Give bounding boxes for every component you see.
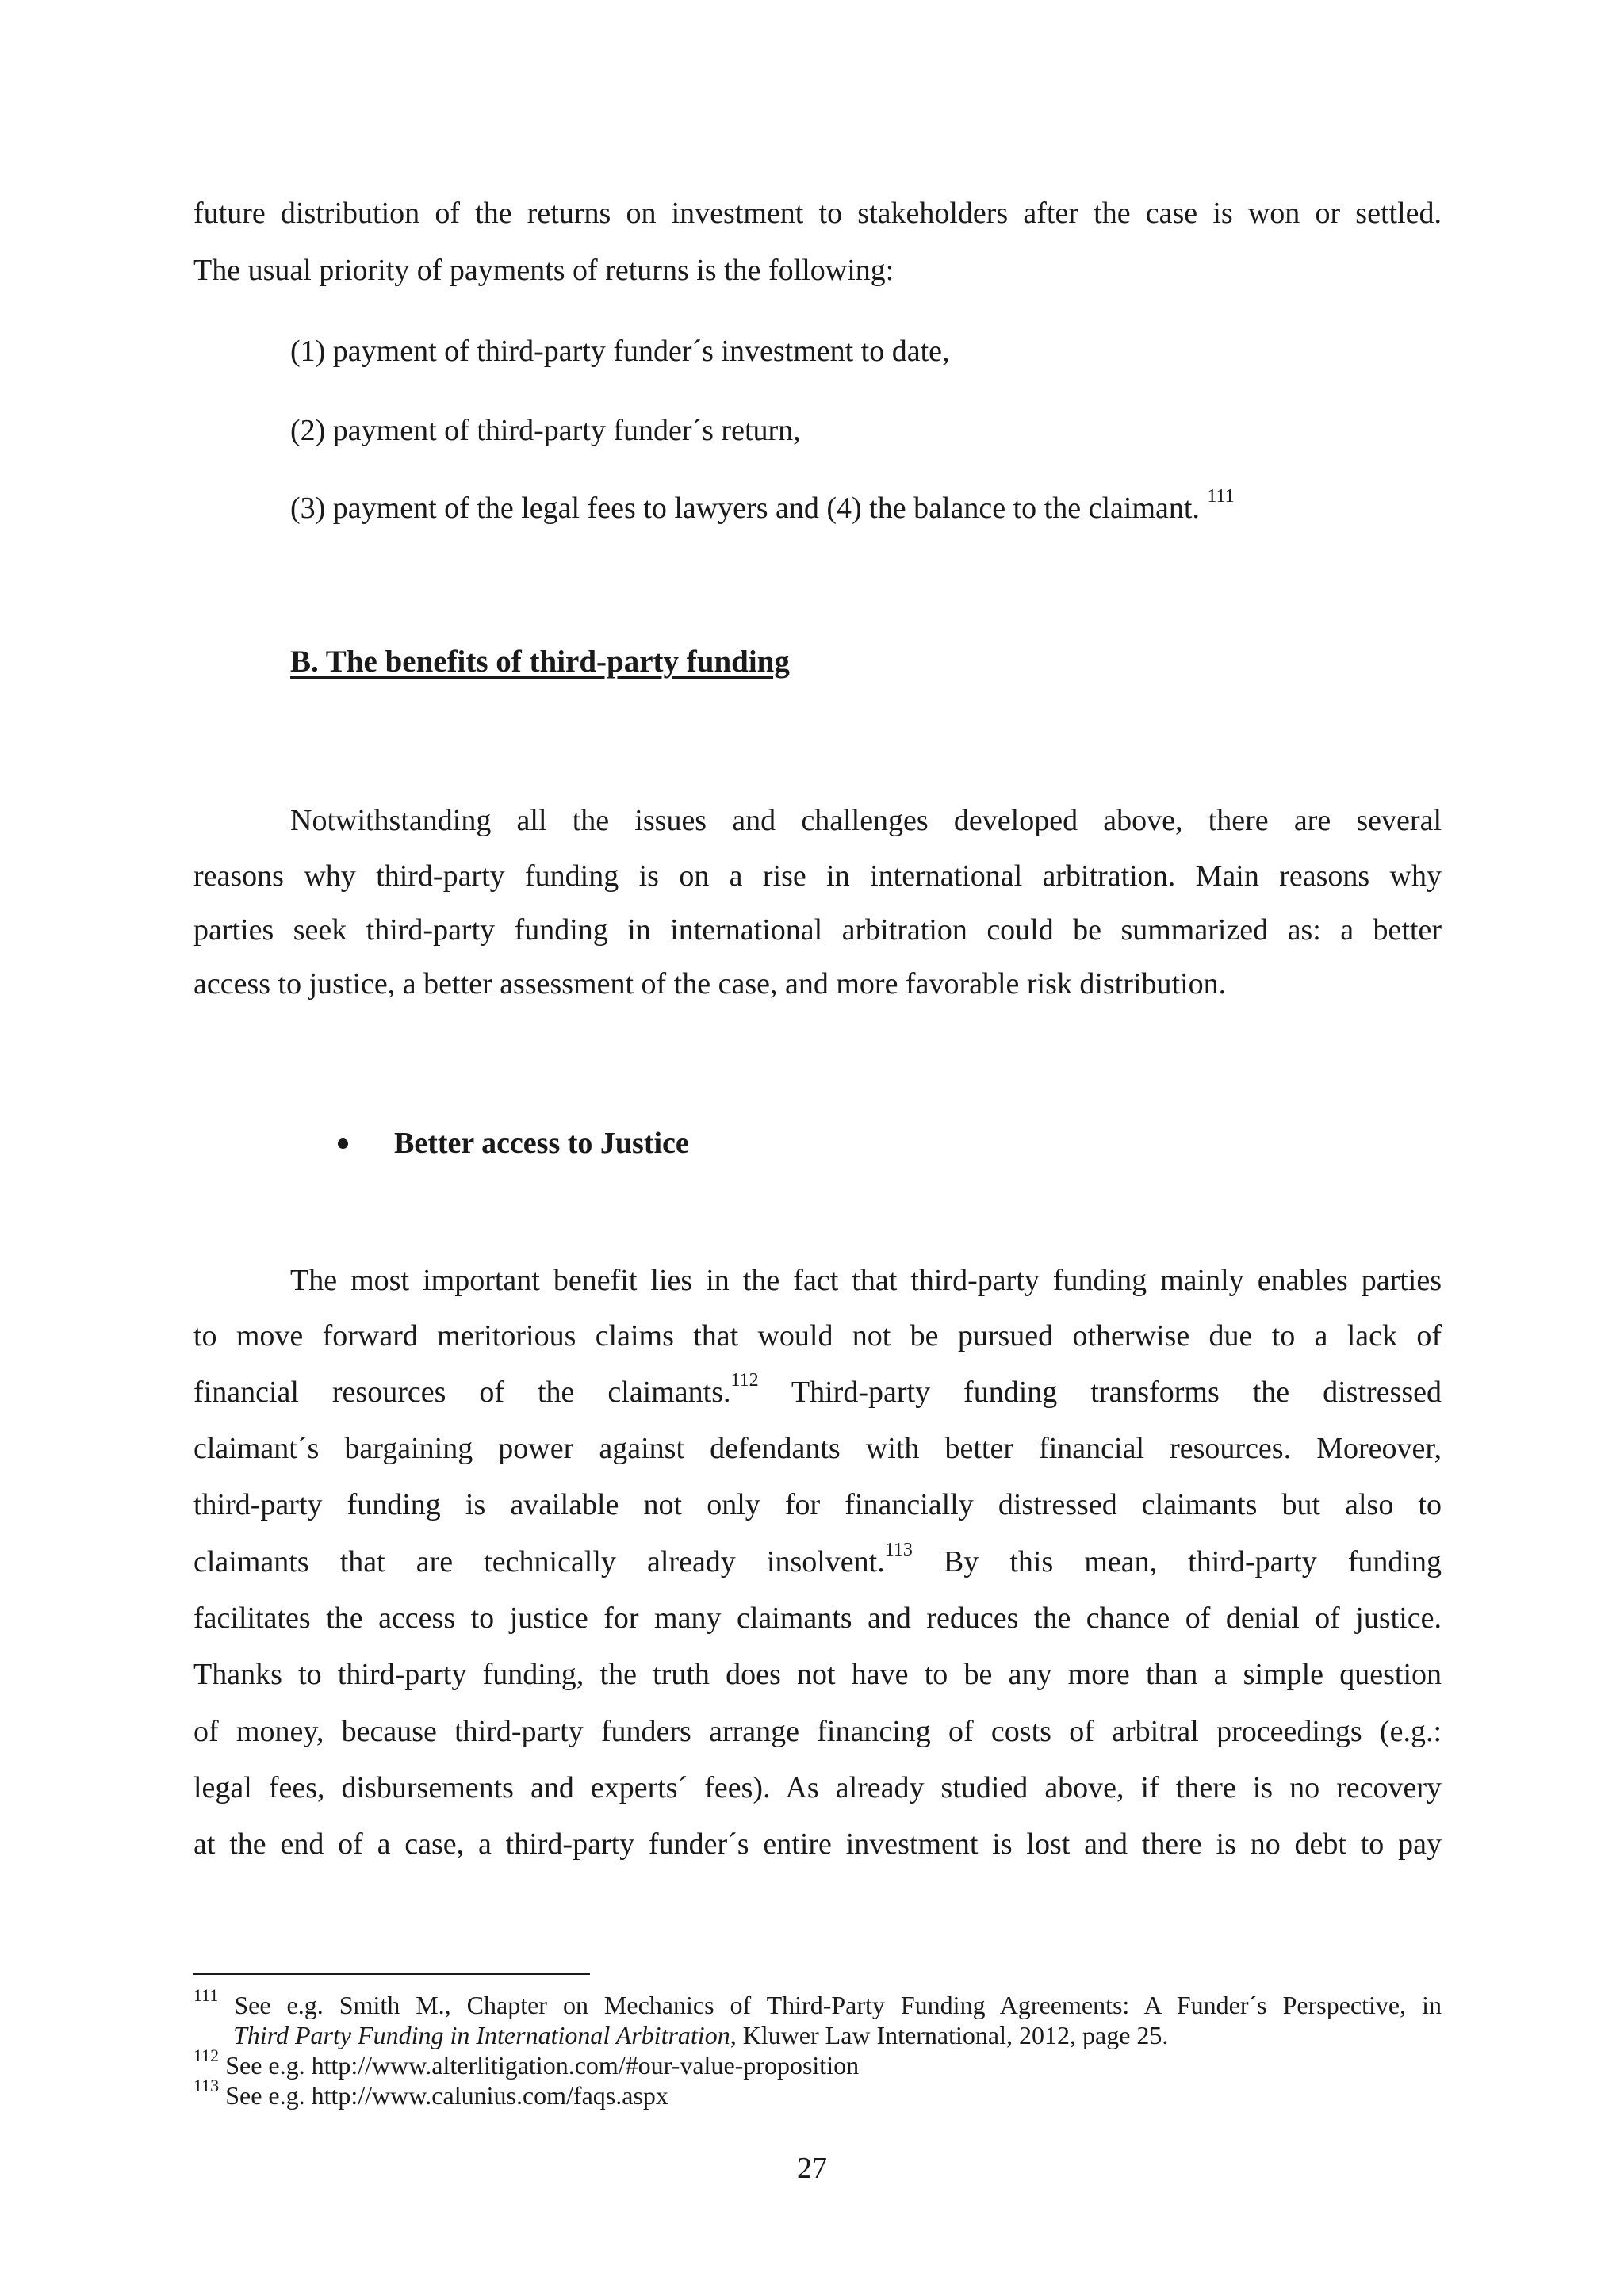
- para2-line-9: of money, because third-party funders arrange financing of costs of arbitral proceedings (e.g.:: [193, 1715, 1442, 1748]
- priority-list-item-3-text: (3) payment of the legal fees to lawyers and (4) the balance to the claimant.: [290, 492, 1200, 525]
- para2-line-6-b: By this mean, third-party funding: [912, 1545, 1442, 1578]
- footnote-111-publisher: , Kluwer Law International, 2012, page 25.: [730, 2021, 1169, 2049]
- para2-line-5: third-party funding is available not only for financially distressed claimants but also to: [193, 1488, 1442, 1521]
- footnote-111-text: See e.g. Smith M., Chapter on Mechanics of Third-Party Funding Agreements: A Funder´s Perspective, in: [218, 1991, 1442, 2019]
- para2-line-7: facilitates the access to justice for many claimants and reduces the chance of denial of justice.: [193, 1601, 1442, 1635]
- footnote-111-number: 111: [193, 1985, 219, 2006]
- footnote-separator: [193, 1973, 590, 1975]
- para1-line-4: access to justice, a better assessment of the case, and more favorable risk distribution.: [193, 967, 1227, 1001]
- para2-line-2: to move forward meritorious claims that would not be pursued otherwise due to a lack of: [193, 1319, 1442, 1353]
- para2-line-6-a: claimants that are technically already insolvent.: [193, 1545, 885, 1578]
- intro-line-1: future distribution of the returns on investment to stakeholders after the case is won or settled.: [193, 197, 1442, 230]
- footnote-112-text: See e.g. http://www.alterlitigation.com/#our-value-proposition: [219, 2051, 860, 2080]
- intro-line-2: The usual priority of payments of returns is the following:: [193, 254, 894, 287]
- section-heading: B. The benefits of third-party funding: [290, 645, 790, 679]
- footnote-113-text: See e.g. http://www.calunius.com/faqs.aspx: [219, 2081, 668, 2110]
- bullet-icon: [338, 1138, 348, 1149]
- para1-line-3: parties seek third-party funding in international arbitration could be summarized as: a better: [193, 913, 1442, 947]
- para2-line-6: [193, 1542, 1442, 1582]
- footnote-112: [193, 2045, 860, 2080]
- footnote-111-line-1: [193, 1985, 1442, 2020]
- para2-line-8: Thanks to third-party funding, the truth does not have to be any more than a simple question: [193, 1658, 1442, 1691]
- bullet-heading: [338, 1126, 689, 1161]
- para1-line-1: Notwithstanding all the issues and challenges developed above, there are several: [290, 804, 1442, 837]
- priority-list-item-3: [290, 488, 1235, 528]
- para2-line-10: legal fees, disbursements and experts´ fees). As already studied above, if there is no recovery: [193, 1771, 1442, 1804]
- para1-line-2: reasons why third-party funding is on a rise in international arbitration. Main reasons why: [193, 859, 1442, 893]
- footnote-ref-111: 111: [1207, 486, 1235, 507]
- para2-line-4: claimant´s bargaining power against defendants with better financial resources. Moreover,: [193, 1432, 1442, 1465]
- footnote-113: [193, 2076, 668, 2110]
- page-number: 27: [797, 2152, 827, 2185]
- para2-line-3: [193, 1372, 1442, 1412]
- footnote-112-number: 112: [193, 2045, 220, 2066]
- footnote-111-title: Third Party Funding in International Arbitration: [233, 2021, 730, 2049]
- footnote-ref-112: 112: [730, 1370, 759, 1391]
- para2-line-3-a: financial resources of the claimants.: [193, 1376, 731, 1409]
- footnote-113-number: 113: [193, 2076, 220, 2096]
- footnote-111-line-2: [233, 2020, 1168, 2050]
- para2-line-3-b: Third-party funding transforms the distressed: [758, 1376, 1442, 1409]
- para2-line-11: at the end of a case, a third-party funder´s entire investment is lost and there is no debt to pay: [193, 1827, 1442, 1861]
- priority-list-item-2: (2) payment of third-party funder´s return,: [290, 414, 801, 447]
- bullet-heading-text: Better access to Justice: [394, 1127, 689, 1160]
- priority-list-item-1: (1) payment of third-party funder´s investment to date,: [290, 335, 950, 368]
- footnote-ref-113: 113: [884, 1540, 913, 1561]
- para2-line-1: The most important benefit lies in the fact that third-party funding mainly enables parties: [290, 1264, 1442, 1297]
